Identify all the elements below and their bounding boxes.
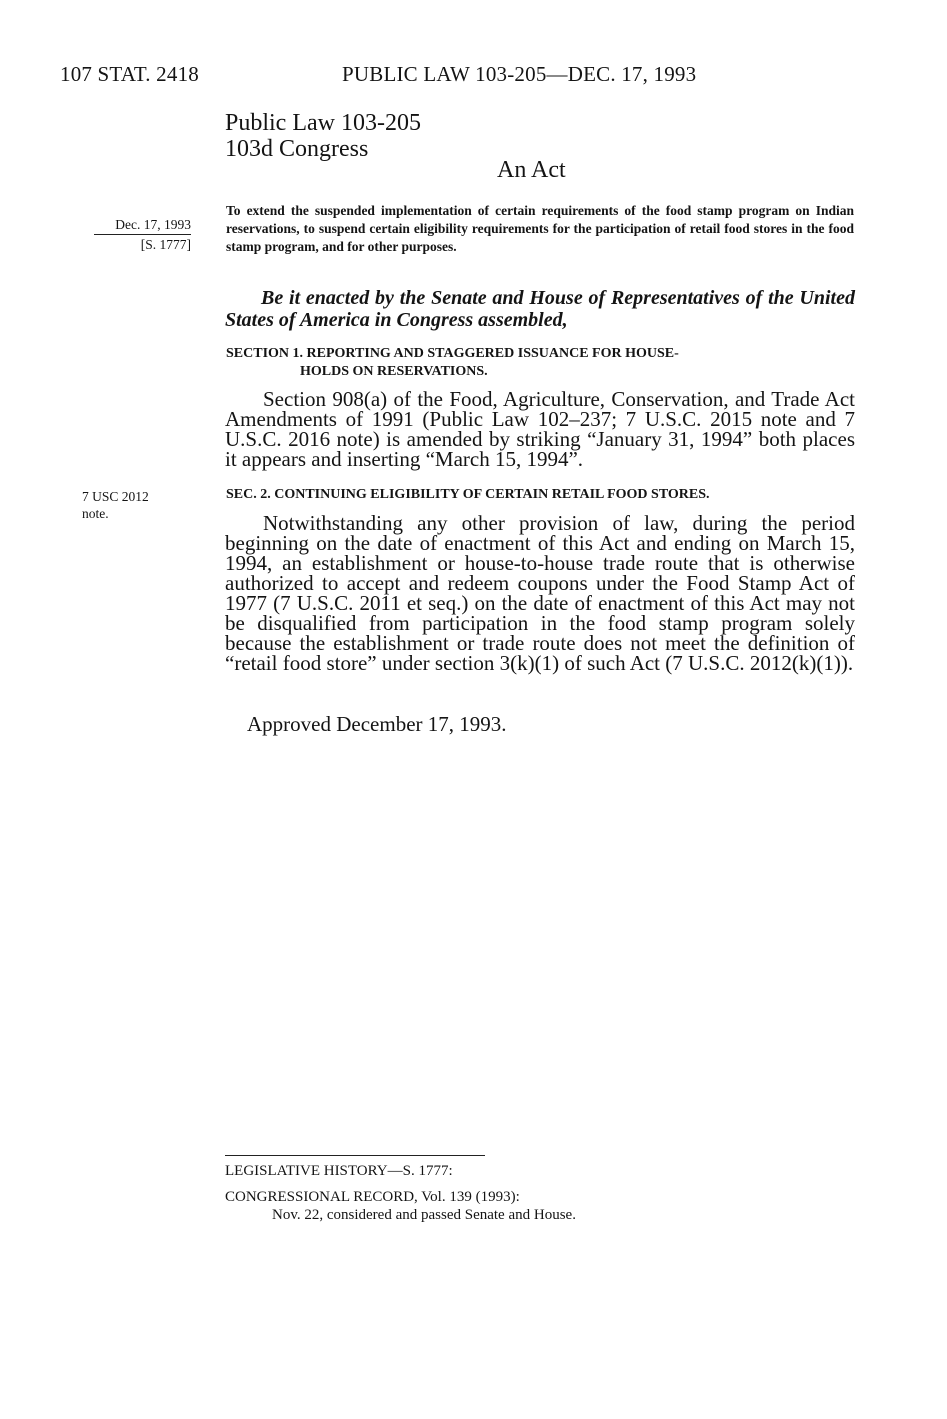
title-block (225, 110, 421, 162)
section-2-text: Notwithstanding any other provision of law, during the period beginning on the date of enactment of this Act and ending on March 15, 1994, an establishment or house-to-house trade route that is otherwise authorized to accept and redeem coupons under the Food Stamp Act of 1977 (7 U.S.C. 2011 et seq.) on the date of enactment of this Act may not be disqualified from participation in the food stamp program solely because the establishment or trade route does not meet the definition of “retail food store” under section 3(k)(1) of such Act (7 U.S.C. 2012(k)(1)). (225, 511, 855, 675)
purpose-clause: To extend the suspended implementation of certain requirements of the food stamp program on Indian reservations, to suspend certain eligibility requirements for the participation of retail food stores in the food stamp program, and for other purposes. (226, 203, 854, 254)
congressional-record: CONGRESSIONAL RECORD, Vol. 139 (1993): (225, 1189, 520, 1205)
section-1-heading-line2: HOLDS ON RESERVATIONS. (300, 364, 488, 379)
margin-note-bill: [S. 1777] (140, 237, 191, 252)
page-stat-citation: 107 STAT. 2418 (60, 62, 199, 86)
running-header: PUBLIC LAW 103-205—DEC. 17, 1993 (342, 62, 697, 86)
margin-note-usc-line2: note. (82, 506, 109, 521)
section-2-heading: SEC. 2. CONTINUING ELIGIBILITY OF CERTAIN RETAIL FOOD STORES. (226, 487, 710, 502)
section-1-text: Section 908(a) of the Food, Agriculture, Conservation, and Trade Act Amendments of 1991 (Public Law 102–237; 7 U.S.C. 2015 note and 7 U.S.C. 2016 note) is amended by striking “January 31, 1994” both places it appears and inserting “March 15, 1994”. (225, 387, 855, 471)
section-1-heading (226, 345, 854, 381)
enacting-clause: Be it enacted by the Senate and House of Representatives of the United States of America in Congress assembled, (225, 287, 855, 331)
footnote-divider (225, 1155, 485, 1156)
margin-note-usc (82, 488, 192, 522)
congress-number: 103d Congress (225, 136, 369, 162)
approval-date: Approved December 17, 1993. (247, 712, 507, 736)
legislative-history-title: LEGISLATIVE HISTORY—S. 1777: (225, 1163, 453, 1179)
an-act-heading: An Act (497, 157, 566, 183)
margin-note-usc-line1: 7 USC 2012 (82, 489, 149, 504)
margin-note-date: Dec. 17, 1993 (94, 216, 191, 235)
legislative-history-entry: Nov. 22, considered and passed Senate and House. (272, 1207, 576, 1223)
section-1-heading-line1: SECTION 1. REPORTING AND STAGGERED ISSUANCE FOR HOUSE- (226, 346, 679, 361)
public-law-number: Public Law 103-205 (225, 110, 421, 136)
